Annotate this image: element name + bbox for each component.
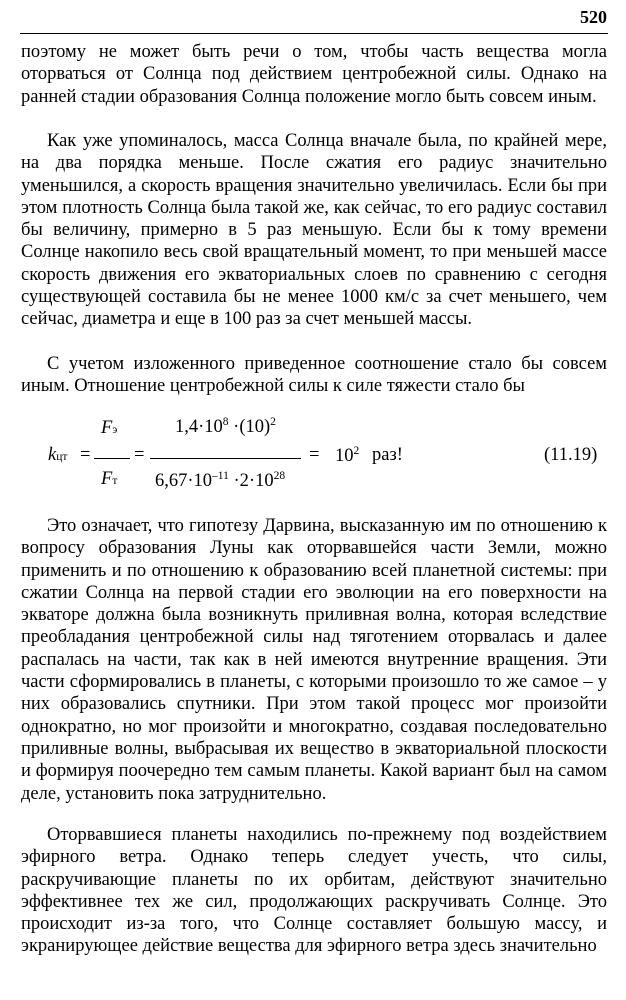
equals-sign: = [134, 445, 145, 465]
formula-lhs: kцт [48, 445, 68, 465]
equals-sign: = [80, 445, 91, 465]
header-rule [20, 33, 608, 34]
numerator-value: $1,4\cdot 10^8 \cdot(10)^2$ [175, 416, 276, 437]
fraction-bar [94, 458, 130, 459]
fraction-bar [150, 458, 301, 459]
formula-result: $10^2$ [335, 445, 360, 466]
paragraph-4: Это означает, что гипотезу Дарвина, высказанную им по отношению к вопросу образования Луны как оторвавшейся части Земли, можно применить и по отношению к образованию всей планетной системы: при сжатии Солнца на первой стадии его эволюции на его поверхности на экваторе должна была возникнуть приливная волна, которая вследствие преобладания центробежной силы над тяготением оторвалась и далее распалась на части, так как в ней имеются внутренние вращения. Эти части сформировались в планеты, с которыми произошло то же самое – у них образовались спутники. При этом такой процесс мог произойти однократно, но мог произойти и многократно, создавая последовательно приливные волны, выбрасывая их вещество в экваториальной плоскости и формируя поочередно тем самым планеты. Какой вариант был на самом деле, установить пока затруднительно. [21, 516, 607, 804]
paragraph-1: поэтому не может быть речи о том, чтобы часть вещества могла оторваться от Солнца под действием центробежной силы. Однако на ранней стадии образования Солнца положение могло быть совсем иным. [21, 42, 607, 107]
denominator-value: $6,67\cdot 10^{-11} \cdot 2\cdot 10^{28}$ [155, 470, 286, 491]
paragraph-3: С учетом изложенного приведенное соотношение стало бы совсем иным. Отношение центробежной силы к силе тяжести стало бы [21, 354, 607, 397]
paragraph-5: Оторвавшиеся планеты находились по-прежнему под воздействием эфирного ветра. Однако теперь следует учесть, что силы, раскручивающие планеты по их орбитам, действуют значительно эффективнее тех же сил, продолжающих раскручивать Солнце. Это происходит из-за того, что Солнце составляет большую массу, и экранирующее действие вещества для эфирного ветра здесь значительно [21, 825, 607, 957]
denominator-force: Fт [101, 469, 118, 489]
formula-result-word: раз! [372, 445, 403, 465]
formula-11-19 [0, 410, 626, 510]
numerator-force: Fэ [101, 418, 118, 438]
equals-sign: = [309, 445, 320, 465]
equation-number: (11.19) [544, 445, 598, 465]
paragraph-2: Как уже упоминалось, масса Солнца вначале была, по крайней мере, на два порядка меньше. После сжатия его радиус значительно уменьшился, а скорость вращения значительно увеличилась. Если бы при этом плотность Солнца была такой же, как сейчас, то его радиус составил бы величину, примерно в 5 раз меньшую. Если бы к тому времени Солнце накопило весь свой вращательный момент, то при меньшей массе скорость движения его экваториальных слоев по сравнению с сегодня существующей составила бы не менее 1000 км/с за счет меньшего, чем сейчас, диаметра и еще в 100 раз за счет меньшей массы. [21, 131, 607, 330]
page-number: 520 [580, 7, 607, 27]
